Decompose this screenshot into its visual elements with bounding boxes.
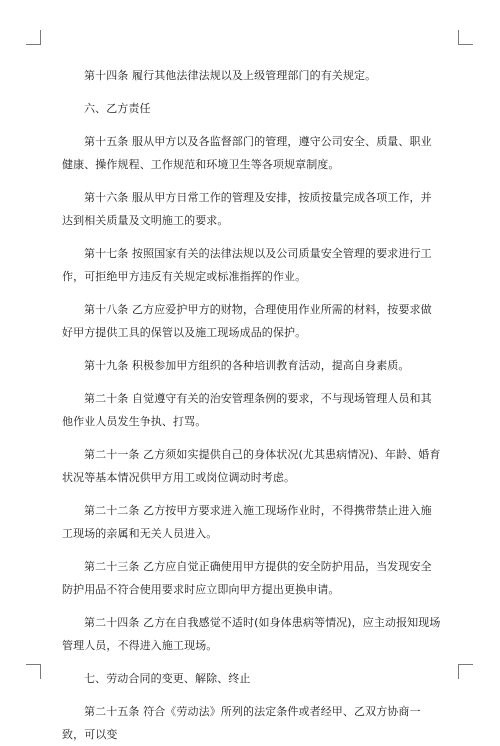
- crop-mark-bottom-right: [458, 664, 473, 679]
- clause-17: 第十七条 按照国家有关的法律法规以及公司质量安全管理的要求进行工作，可拒绝甲方违反有关规定或标准指挥的作业。: [62, 247, 432, 283]
- clause-20: 第二十条 自觉遵守有关的治安管理条例的要求，不与现场管理人员和其他作业人员发生争执、打骂。: [62, 392, 432, 428]
- section-heading-party-b-duties: 六、乙方责任: [84, 102, 151, 115]
- clause-19: 第十九条 积极参加甲方组织的各种培训教育活动，提高自身素质。: [84, 359, 410, 372]
- clause-24: 第二十四条 乙方在自我感觉不适时(如身体患病等情况)，应主动报知现场管理人员，不得进入施工现场。: [62, 616, 441, 652]
- clause-25: 第二十五条 符合《劳动法》所列的法定条件或者经甲、乙双方协商一致，可以变: [62, 705, 421, 741]
- clause-14: 第十四条 履行其他法律法规以及上级管理部门的有关规定。: [84, 69, 377, 82]
- clause-22: 第二十二条 乙方按甲方要求进入施工现场作业时，不得携带禁止进入施工现场的亲属和无关人员进入。: [62, 504, 432, 540]
- document-body: [62, 64, 442, 746]
- crop-mark-top-right: [458, 30, 473, 45]
- section-heading-contract-change: 七、劳动合同的变更、解除、终止: [84, 672, 251, 685]
- clause-15: 第十五条 服从甲方以及各监督部门的管理，遵守公司安全、质量、职业健康、操作规程、工作规范和环境卫生等各项规章制度。: [62, 135, 432, 171]
- clause-21: 第二十一条 乙方须如实提供自己的身体状况(尤其患病情况)、年龄、婚育状况等基本情况供甲方用工或岗位调动时考虑。: [62, 448, 441, 484]
- clause-18: 第十八条 乙方应爱护甲方的财物，合理使用作业所需的材料，按要求做好甲方提供工具的保管以及施工现场成品的保护。: [62, 303, 432, 339]
- clause-23: 第二十三条 乙方应自觉正确使用甲方提供的安全防护用品，当发现安全防护用品不符合使用要求时应立即向甲方提出更换申请。: [62, 560, 432, 596]
- crop-mark-bottom-left: [26, 664, 41, 679]
- clause-16: 第十六条 服从甲方日常工作的管理及安排，按质按量完成各项工作，并达到相关质量及文明施工的要求。: [62, 191, 432, 227]
- crop-mark-top-left: [26, 30, 41, 45]
